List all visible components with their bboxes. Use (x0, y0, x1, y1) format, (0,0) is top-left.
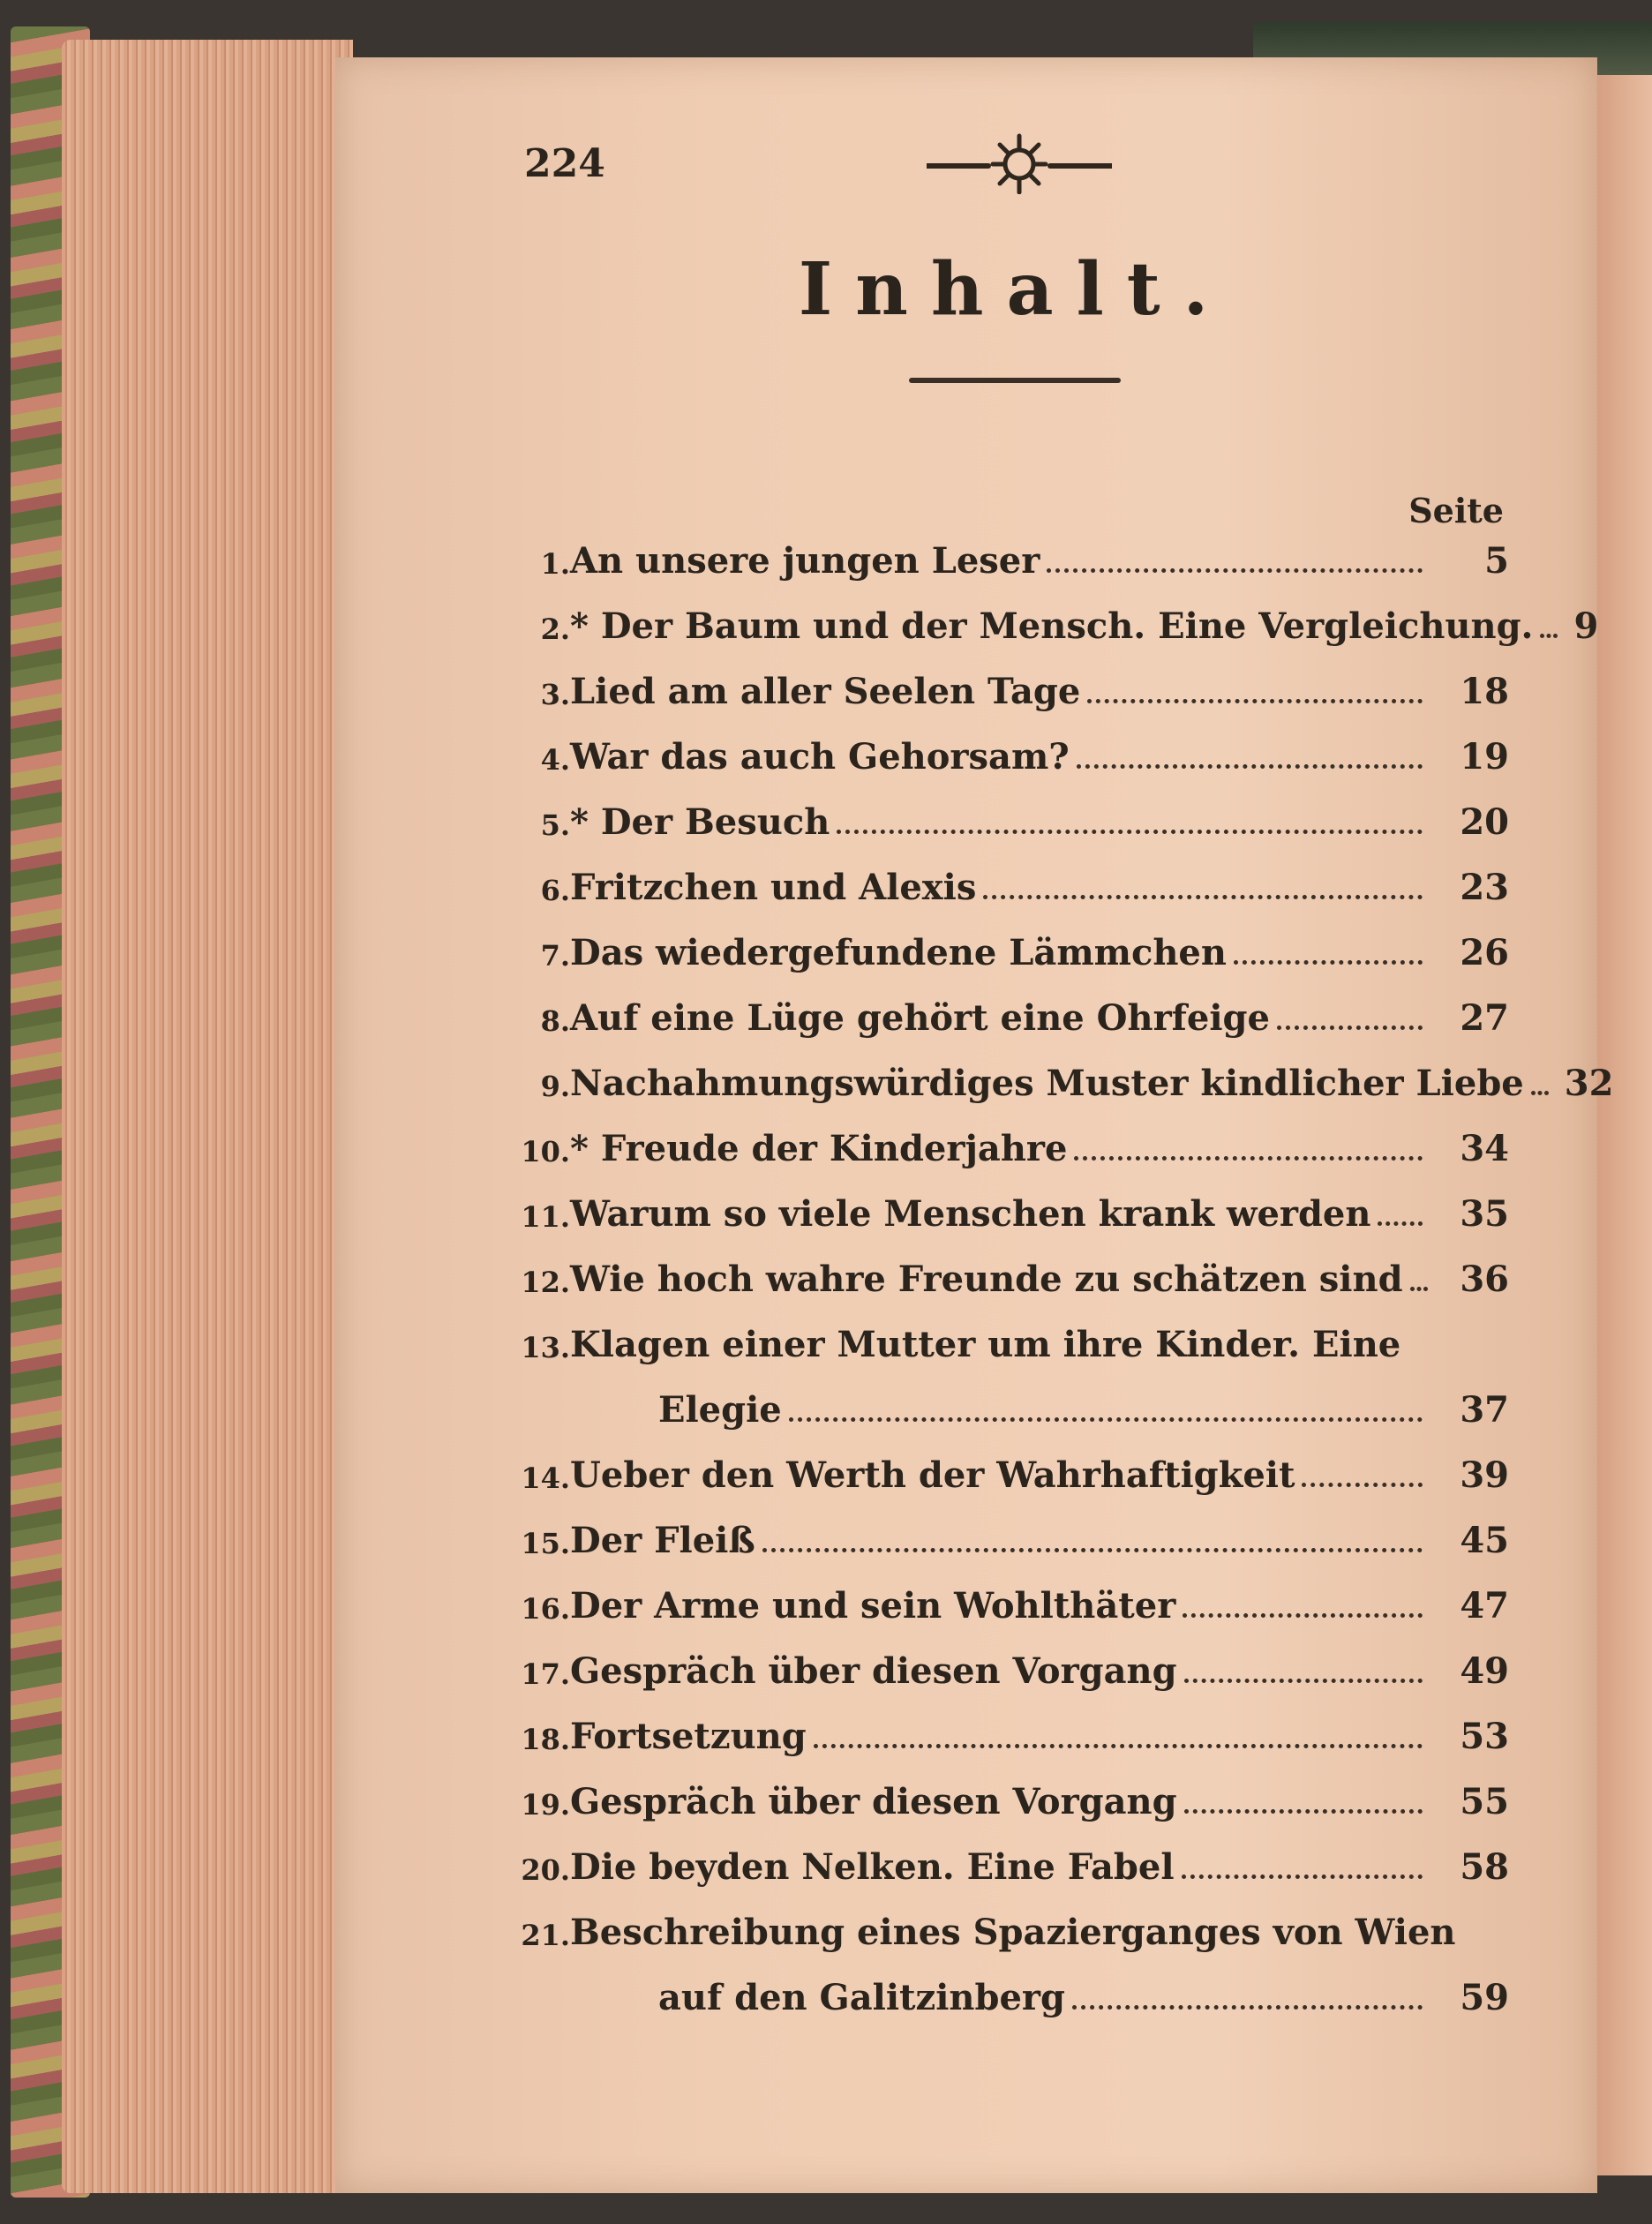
toc-entry-line (658, 1977, 1509, 2018)
toc-entry-number: 15. (521, 1527, 570, 1560)
toc-entry-number: 18. (521, 1723, 570, 1756)
toc-entry (494, 1319, 1509, 1384)
toc-entry-page: 32 (1564, 1063, 1614, 1104)
page-number: 224 (524, 141, 605, 186)
dot-leader (1072, 2005, 1423, 2010)
toc-entry-number: 21. (521, 1919, 570, 1952)
toc-entry-line (570, 1585, 1509, 1627)
toc-entry-number: 12. (521, 1266, 570, 1299)
toc-entry (494, 1841, 1509, 1906)
toc-entry (494, 796, 1509, 861)
toc-entry-page: 45 (1460, 1520, 1509, 1561)
dot-leader (1184, 1809, 1423, 1814)
toc-entry-page: 20 (1460, 801, 1509, 843)
toc-entry-line (570, 605, 1599, 647)
ornament-icon (927, 132, 1112, 194)
toc-entry-title: Das wiedergefundene Lämmchen (570, 932, 1227, 973)
toc-entry-line (570, 1781, 1509, 1822)
dot-leader (1531, 1091, 1549, 1095)
dot-leader (762, 1548, 1423, 1552)
toc-entry-title: Ueber den Werth der Wahrhaftigkeit (570, 1454, 1295, 1496)
toc-entry-number: 13. (521, 1331, 570, 1364)
toc-entry-title: Der Arme und sein Wohlthäter (570, 1585, 1176, 1627)
toc-entry-page: 26 (1460, 932, 1509, 973)
toc-entry-title: Nachahmungswürdiges Muster kindlicher Liebe (570, 1063, 1524, 1104)
toc-entry (494, 731, 1509, 796)
toc-entry-line (570, 932, 1509, 973)
toc-entry (494, 1057, 1614, 1123)
toc-entry-number: 6. (540, 874, 570, 907)
toc-entry-page: 55 (1460, 1781, 1509, 1822)
dot-leader (1184, 1679, 1423, 1683)
toc-entry-page: 18 (1460, 671, 1509, 712)
toc-entry-title: * Der Baum und der Mensch. Eine Vergleichung. (570, 605, 1534, 647)
dot-leader (1182, 1875, 1423, 1879)
toc-entry-page: 39 (1460, 1454, 1509, 1496)
dot-leader (1183, 1613, 1423, 1618)
toc-entry-line (570, 540, 1509, 582)
toc-entry-number: 1. (540, 547, 570, 581)
facing-page-edge (1597, 75, 1652, 2175)
dot-leader (1074, 1156, 1423, 1161)
toc-entry-line (658, 1389, 1509, 1431)
toc-entry-number: 20. (521, 1853, 570, 1887)
toc-entry (494, 1514, 1509, 1580)
toc-entry-line (570, 1259, 1509, 1300)
toc-entry (494, 927, 1509, 992)
toc-entry-page: 59 (1460, 1977, 1509, 2018)
dot-leader (814, 1744, 1423, 1748)
toc-entry-title: Fritzchen und Alexis (570, 867, 977, 908)
toc-entry-title: * Freude der Kinderjahre (570, 1128, 1068, 1169)
toc-entry-title-continued: Elegie (658, 1389, 782, 1431)
toc-entry (494, 1710, 1509, 1776)
dot-leader (1077, 764, 1423, 769)
toc-entry-title: War das auch Gehorsam? (570, 736, 1070, 778)
toc-entry-page: 47 (1460, 1585, 1509, 1627)
toc-entry-title: Klagen einer Mutter um ihre Kinder. Eine (570, 1324, 1401, 1365)
dot-leader (1302, 1483, 1423, 1487)
toc-entry-number: 16. (521, 1592, 570, 1626)
dot-leader (837, 830, 1423, 834)
column-header: Seite (1408, 491, 1504, 530)
toc-entry-number: 14. (521, 1461, 570, 1495)
toc-entry-continuation (494, 1972, 1509, 2037)
toc-entry-line (570, 1912, 1509, 1953)
toc-entry (494, 992, 1509, 1057)
toc-entry-title: Die beyden Nelken. Eine Fabel (570, 1846, 1175, 1888)
toc-entry-number: 8. (540, 1004, 570, 1038)
dot-leader (1047, 568, 1423, 573)
toc-entry-number: 11. (521, 1200, 570, 1234)
toc-entry-title: Warum so viele Menschen krank werden (570, 1193, 1371, 1235)
toc-entry-title: * Der Besuch (570, 801, 830, 843)
page-title: Inhalt. (798, 247, 1232, 332)
toc-entry-number: 17. (521, 1657, 570, 1691)
dot-leader (1378, 1221, 1423, 1226)
toc-entry-number: 4. (540, 743, 570, 777)
toc-entry-line (570, 1324, 1509, 1365)
toc-entry-number: 2. (540, 612, 570, 646)
toc-entry-title: Gespräch über diesen Vorgang (570, 1781, 1177, 1822)
toc-entry (494, 600, 1599, 665)
toc-entry-line (570, 671, 1509, 712)
toc-entry (494, 1645, 1509, 1710)
toc-entry-line (570, 1128, 1509, 1169)
table-of-contents (494, 535, 1614, 2037)
toc-entry-title: Wie hoch wahre Freunde zu schätzen sind (570, 1259, 1403, 1300)
toc-entry-line (570, 736, 1509, 778)
toc-entry-line (570, 1520, 1509, 1561)
toc-entry-number: 19. (521, 1788, 570, 1822)
toc-entry-line (570, 1193, 1509, 1235)
toc-entry-number: 3. (540, 678, 570, 711)
toc-entry-page: 37 (1460, 1389, 1509, 1431)
toc-entry-page: 34 (1460, 1128, 1509, 1169)
dot-leader (1540, 634, 1558, 638)
dot-leader (1087, 699, 1423, 703)
toc-entry-line (570, 997, 1509, 1039)
dot-leader (1277, 1026, 1423, 1030)
toc-entry-number: 5. (540, 808, 570, 842)
toc-entry-title: Lied am aller Seelen Tage (570, 671, 1081, 712)
toc-entry-page: 19 (1460, 736, 1509, 778)
toc-entry-line (570, 1650, 1509, 1692)
toc-entry-number: 7. (540, 939, 570, 973)
toc-entry-title-continued: auf den Galitzinberg (658, 1977, 1065, 2018)
toc-entry (494, 1776, 1509, 1841)
toc-entry-line (570, 1454, 1509, 1496)
toc-entry (494, 535, 1509, 600)
toc-entry (494, 1188, 1509, 1253)
dot-leader (1410, 1287, 1428, 1291)
toc-entry (494, 1580, 1509, 1645)
toc-entry-page: 23 (1460, 867, 1509, 908)
dot-leader (789, 1417, 1423, 1422)
toc-entry-line (570, 1716, 1509, 1757)
toc-entry-title: Auf eine Lüge gehört eine Ohrfeige (570, 997, 1270, 1039)
toc-entry-page: 27 (1460, 997, 1509, 1039)
toc-entry-page: 53 (1460, 1716, 1509, 1757)
toc-entry-line (570, 1063, 1614, 1104)
toc-entry-title: Fortsetzung (570, 1716, 807, 1757)
toc-entry-page: 49 (1460, 1650, 1509, 1692)
toc-entry (494, 1449, 1509, 1514)
dot-leader (1234, 960, 1423, 965)
toc-entry-line (570, 1846, 1509, 1888)
toc-entry (494, 1906, 1509, 1972)
title-rule (909, 378, 1121, 383)
toc-entry-page: 58 (1460, 1846, 1509, 1888)
toc-entry-page: 9 (1573, 605, 1599, 647)
toc-entry (494, 1123, 1509, 1188)
toc-entry-title: Gespräch über diesen Vorgang (570, 1650, 1177, 1692)
toc-entry-line (570, 867, 1509, 908)
toc-entry (494, 665, 1509, 731)
toc-entry (494, 861, 1509, 927)
toc-entry-line (570, 801, 1509, 843)
toc-entry (494, 1253, 1509, 1319)
toc-entry-number: 10. (521, 1135, 570, 1168)
toc-entry-title: An unsere jungen Leser (570, 540, 1040, 582)
toc-entry-page: 36 (1460, 1259, 1509, 1300)
toc-entry-title: Der Fleiß (570, 1520, 755, 1561)
dot-leader (983, 895, 1423, 899)
toc-entry-continuation (494, 1384, 1509, 1449)
toc-entry-number: 9. (540, 1070, 570, 1103)
page-stack-edges (62, 40, 353, 2193)
toc-entry-page: 35 (1460, 1193, 1509, 1235)
toc-entry-title: Beschreibung eines Spazierganges von Wien (570, 1912, 1456, 1953)
toc-entry-page: 5 (1484, 540, 1509, 582)
